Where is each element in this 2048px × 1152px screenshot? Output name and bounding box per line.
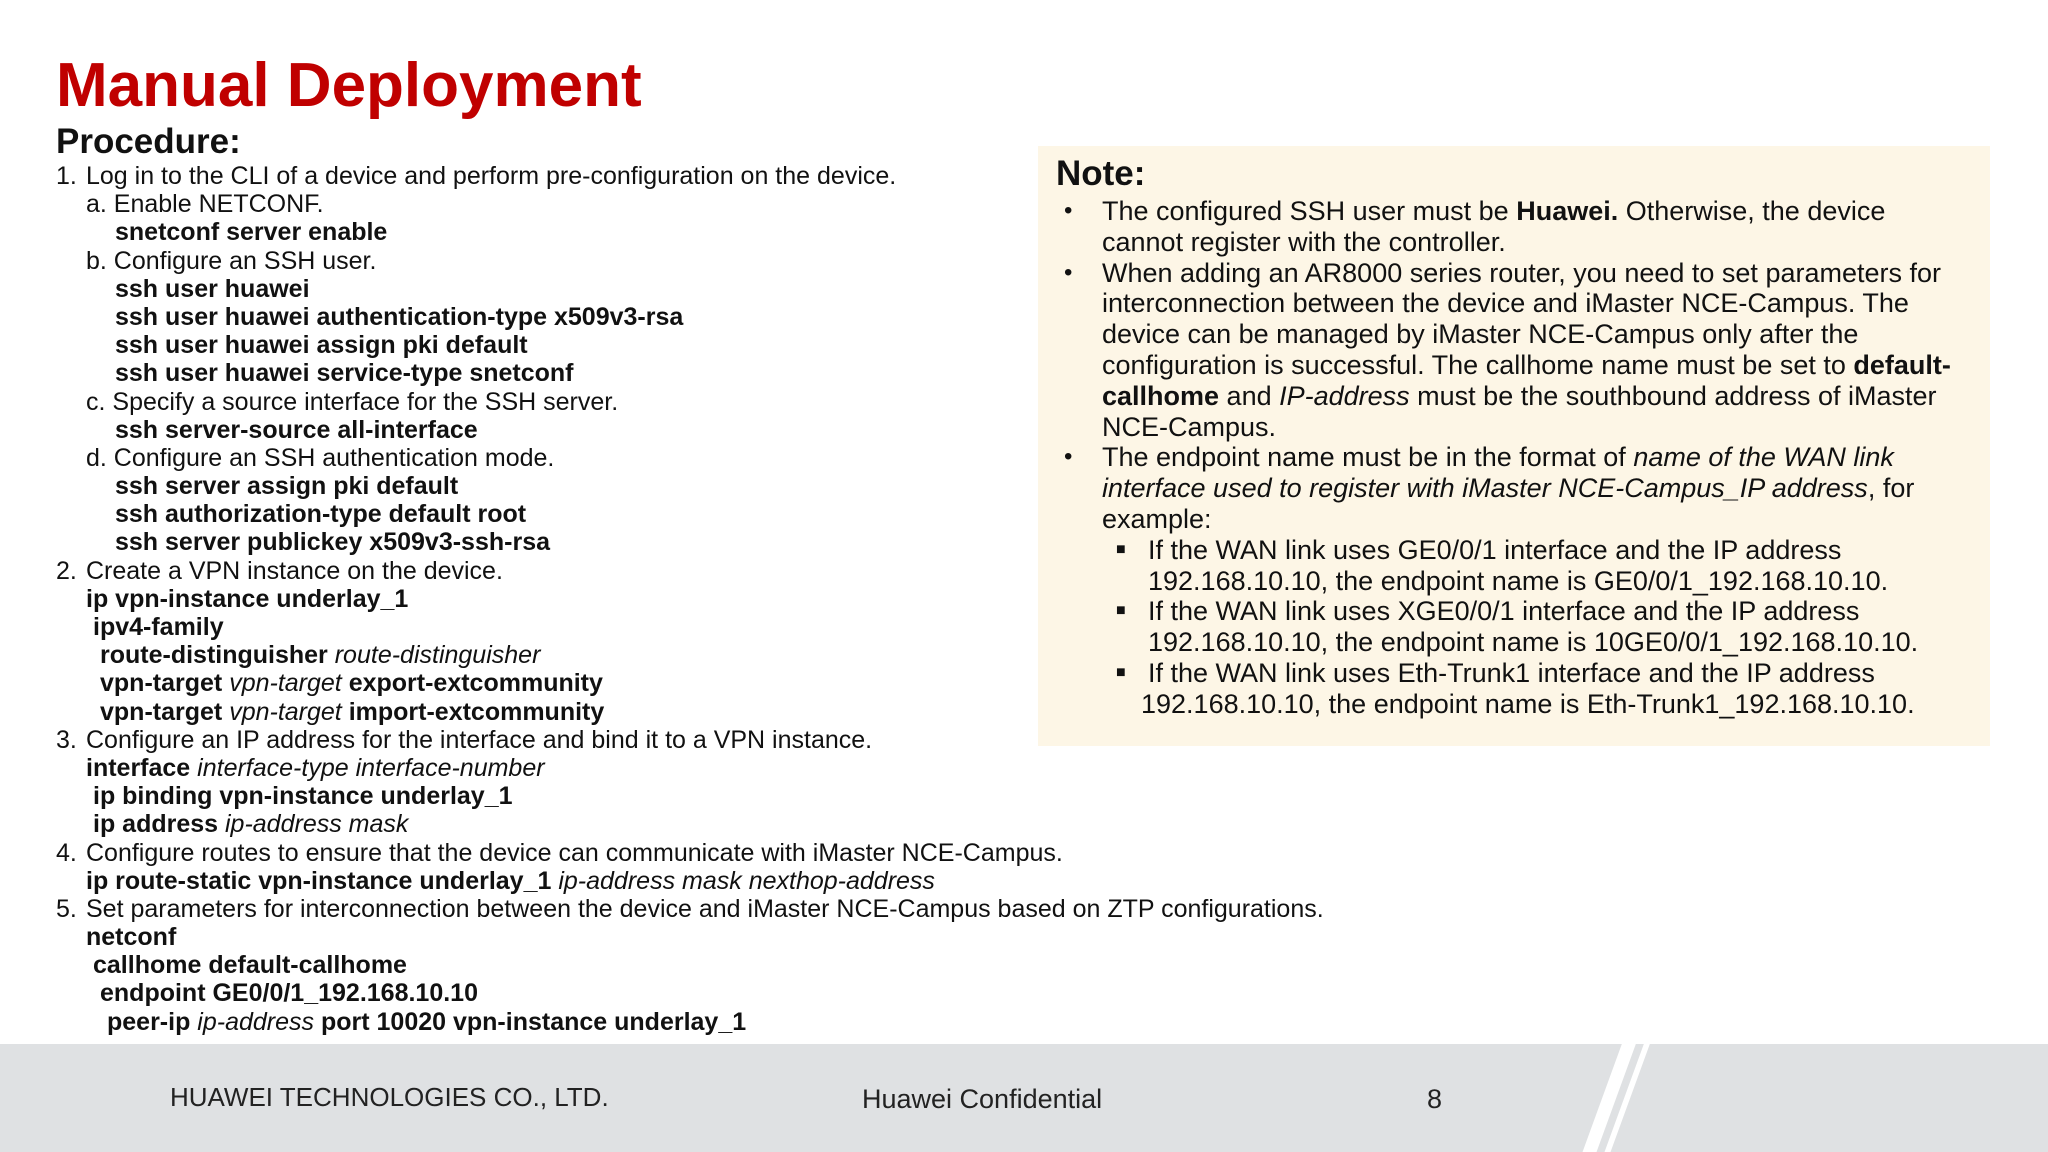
line-content: [100, 979, 478, 1007]
note-line-content: [1141, 689, 1915, 720]
text-segment: If the WAN link uses XGE0/0/1 interface and the IP address: [1148, 596, 1860, 627]
text-segment: The endpoint name must be in the format of: [1102, 442, 1634, 473]
italic-parameter: ip-address: [197, 1007, 315, 1036]
text-segment: device can be managed by iMaster NCE-Campus only after the: [1102, 319, 1859, 350]
bold-text: interface: [86, 753, 198, 782]
square-bullet-icon: ■: [1116, 663, 1126, 681]
bold-text: ip vpn-instance underlay_1: [86, 584, 409, 613]
square-bullet-icon: ■: [1116, 540, 1126, 558]
note-line: [1056, 627, 1976, 658]
text-segment: Configure routes to ensure that the device can communicate with iMaster NCE-Campus.: [86, 838, 1063, 867]
bold-text: route-distinguisher: [100, 641, 335, 670]
line-content: [86, 923, 176, 951]
footer: [0, 1044, 2048, 1152]
text-segment: example:: [1102, 503, 1212, 534]
note-line-content: [1148, 627, 1918, 658]
note-line: [1056, 596, 1976, 627]
bold-text: ssh user huawei service-type snetconf: [115, 359, 574, 388]
text-segment: c. Specify a source interface for the SSH server.: [86, 387, 619, 416]
line-content: [115, 472, 458, 500]
bold-text: ssh user huawei: [115, 274, 310, 303]
line-content: [86, 867, 935, 895]
bold-text: endpoint GE0/0/1_192.168.10.10: [100, 979, 478, 1008]
note-line-content: [1102, 412, 1276, 443]
line-content: [115, 416, 478, 444]
italic-parameter: name of the WAN link: [1633, 442, 1894, 473]
bold-text: callhome default-callhome: [93, 951, 407, 980]
text-segment: 192.168.10.10, the endpoint name is GE0/0/1_192.168.10.10.: [1148, 565, 1889, 596]
line-content: [86, 557, 503, 585]
bold-text: ip address: [93, 810, 225, 839]
note-box: [1038, 146, 1990, 746]
note-line: [1056, 504, 1976, 535]
note-line-content: [1102, 196, 1885, 227]
note-body: [1056, 196, 1976, 720]
line-content: [86, 162, 896, 190]
italic-parameter: vpn-target: [229, 669, 342, 698]
text-segment: Set parameters for interconnection between the device and iMaster NCE-Campus based on ZTP configurations.: [86, 894, 1324, 923]
italic-parameter: vpn-target: [229, 697, 342, 726]
line-content: [86, 754, 545, 782]
bold-text: port 10020 vpn-instance underlay_1: [314, 1007, 747, 1036]
line-content: [115, 218, 387, 246]
bold-text: import-extcommunity: [341, 697, 605, 726]
bold-text: netconf: [86, 923, 177, 952]
text-segment: NCE-Campus.: [1102, 411, 1277, 442]
text-segment: and: [1219, 380, 1280, 411]
note-line: [1056, 381, 1976, 412]
line-content: [93, 951, 407, 979]
bold-text: ipv4-family: [93, 613, 224, 641]
note-line: [1056, 473, 1976, 504]
note-line-content: [1102, 473, 1914, 504]
note-line-content: [1148, 658, 1875, 689]
bullet-icon: •: [1064, 443, 1073, 471]
bullet-icon: •: [1064, 258, 1073, 286]
text-segment: 192.168.10.10, the endpoint name is 10GE0/0/1_192.168.10.10.: [1148, 627, 1919, 658]
line-content: [107, 1008, 746, 1036]
bold-text: ip binding vpn-instance underlay_1: [93, 782, 513, 811]
procedure-line: [56, 979, 1336, 1007]
italic-parameter: ip-address mask nexthop-address: [558, 866, 935, 895]
bold-text: ssh server publickey x509v3-ssh-rsa: [115, 528, 550, 557]
bold-text: peer-ip: [107, 1007, 198, 1036]
procedure-heading: Procedure:: [56, 122, 241, 161]
line-content: [86, 726, 872, 754]
bold-text: export-extcommunity: [341, 669, 603, 698]
text-segment: Configure an IP address for the interface and bind it to a VPN instance.: [86, 725, 873, 754]
text-segment: must be the southbound address of iMaster: [1409, 380, 1937, 411]
square-bullet-icon: ■: [1116, 602, 1126, 620]
procedure-line: [56, 810, 1336, 838]
line-content: [86, 839, 1063, 867]
line-content: [86, 388, 618, 416]
note-line: [1056, 288, 1976, 319]
note-line: [1056, 227, 1976, 258]
note-line: [1056, 412, 1976, 443]
note-line: [1056, 442, 1976, 473]
text-segment: Otherwise, the device: [1618, 196, 1886, 226]
bold-text: ip route-static vpn-instance underlay_1: [86, 866, 559, 895]
line-content: [93, 613, 224, 641]
note-line-content: [1102, 319, 1858, 350]
line-content: [115, 528, 550, 556]
line-content: [115, 331, 528, 359]
note-line-content: [1102, 381, 1936, 412]
note-line: [1056, 350, 1976, 381]
bullet-icon: •: [1064, 197, 1073, 224]
procedure-line: [56, 1008, 1336, 1036]
procedure-line: [56, 923, 1336, 951]
text-segment: b. Configure an SSH user.: [86, 246, 377, 275]
note-line: [1056, 566, 1976, 597]
note-line-content: [1102, 227, 1506, 258]
step-number: 1.: [56, 162, 77, 190]
text-segment: , for: [1867, 473, 1915, 504]
note-line: [1056, 196, 1976, 227]
step-number: 2.: [56, 556, 77, 585]
step-number: 5.: [56, 894, 77, 923]
line-content: [115, 303, 683, 331]
text-segment: d. Configure an SSH authentication mode.: [86, 443, 555, 472]
page-number: 8: [1427, 1084, 1443, 1114]
text-segment: cannot register with the controller.: [1102, 226, 1506, 257]
line-content: [93, 810, 408, 838]
procedure-line: [56, 895, 1336, 923]
line-content: [115, 275, 310, 303]
line-content: [100, 698, 604, 726]
line-content: [86, 895, 1324, 923]
text-segment: If the WAN link uses GE0/0/1 interface and the IP address: [1148, 534, 1842, 565]
line-content: [86, 444, 554, 472]
note-line-content: [1148, 566, 1888, 597]
bold-text: ssh authorization-type default root: [115, 500, 527, 529]
line-content: [86, 585, 408, 613]
footer-confidential: Huawei Confidential: [862, 1084, 1103, 1114]
note-line: [1056, 658, 1976, 689]
bold-text: ssh server-source all-interface: [115, 415, 478, 444]
line-content: [86, 190, 324, 218]
italic-parameter: ip-address mask: [225, 810, 409, 839]
footer-company: HUAWEI TECHNOLOGIES CO., LTD.: [170, 1082, 609, 1112]
line-content: [100, 669, 603, 697]
note-line: [1056, 319, 1976, 350]
note-line-content: [1102, 288, 1909, 319]
bold-text: ssh user huawei assign pki default: [115, 331, 528, 360]
procedure-line: [56, 839, 1336, 867]
footer-decoration: [1571, 1044, 1643, 1152]
note-line: [1056, 689, 1976, 720]
line-content: [115, 359, 574, 387]
step-number: 3.: [56, 725, 77, 754]
text-segment: 192.168.10.10, the endpoint name is Eth-Trunk1_192.168.10.10.: [1141, 688, 1915, 719]
procedure-line: [56, 867, 1336, 895]
bold-text: ssh user huawei authentication-type x509v3-rsa: [115, 302, 684, 331]
text-segment: If the WAN link uses Eth-Trunk1 interface and the IP address: [1148, 657, 1875, 688]
text-segment: When adding an AR8000 series router, you need to set parameters for: [1102, 257, 1942, 288]
text-segment: interconnection between the device and iMaster NCE-Campus. The: [1102, 288, 1909, 319]
line-content: [86, 247, 376, 275]
note-line-content: [1148, 535, 1841, 566]
line-content: [93, 782, 513, 810]
text-segment: Create a VPN instance on the device.: [86, 556, 503, 585]
note-line-content: [1148, 596, 1859, 627]
bold-text: callhome: [1102, 380, 1220, 411]
note-line-content: [1102, 258, 1941, 289]
procedure-line: [56, 782, 1336, 810]
text-segment: configuration is successful. The callhome name must be set to: [1102, 349, 1854, 380]
line-content: [100, 641, 540, 669]
note-line: [1056, 535, 1976, 566]
note-line-content: [1102, 442, 1894, 473]
text-segment: The configured SSH user must be: [1102, 196, 1517, 226]
italic-parameter: route-distinguisher: [334, 641, 541, 670]
bold-text: default-: [1853, 349, 1951, 380]
italic-parameter: interface-type interface-number: [197, 753, 545, 782]
italic-parameter: IP-address: [1279, 380, 1410, 411]
note-line-content: [1102, 350, 1951, 381]
procedure-line: [56, 754, 1336, 782]
bold-text: vpn-target: [100, 669, 230, 698]
bold-text: vpn-target: [100, 697, 230, 726]
text-segment: a. Enable NETCONF.: [86, 190, 324, 219]
bold-text: Huawei.: [1516, 196, 1619, 226]
note-title: Note:: [1056, 154, 1146, 193]
bold-text: snetconf server enable: [115, 218, 388, 247]
note-line: [1056, 258, 1976, 289]
slide-title: Manual Deployment: [56, 51, 642, 120]
step-number: 4.: [56, 838, 77, 867]
text-segment: Log in to the CLI of a device and perform pre-configuration on the device.: [86, 162, 897, 190]
bold-text: ssh server assign pki default: [115, 472, 459, 501]
procedure-line: [56, 951, 1336, 979]
note-line-content: [1102, 504, 1212, 535]
line-content: [115, 500, 526, 528]
italic-parameter: interface used to register with iMaster NCE-Campus_IP address: [1102, 473, 1868, 504]
